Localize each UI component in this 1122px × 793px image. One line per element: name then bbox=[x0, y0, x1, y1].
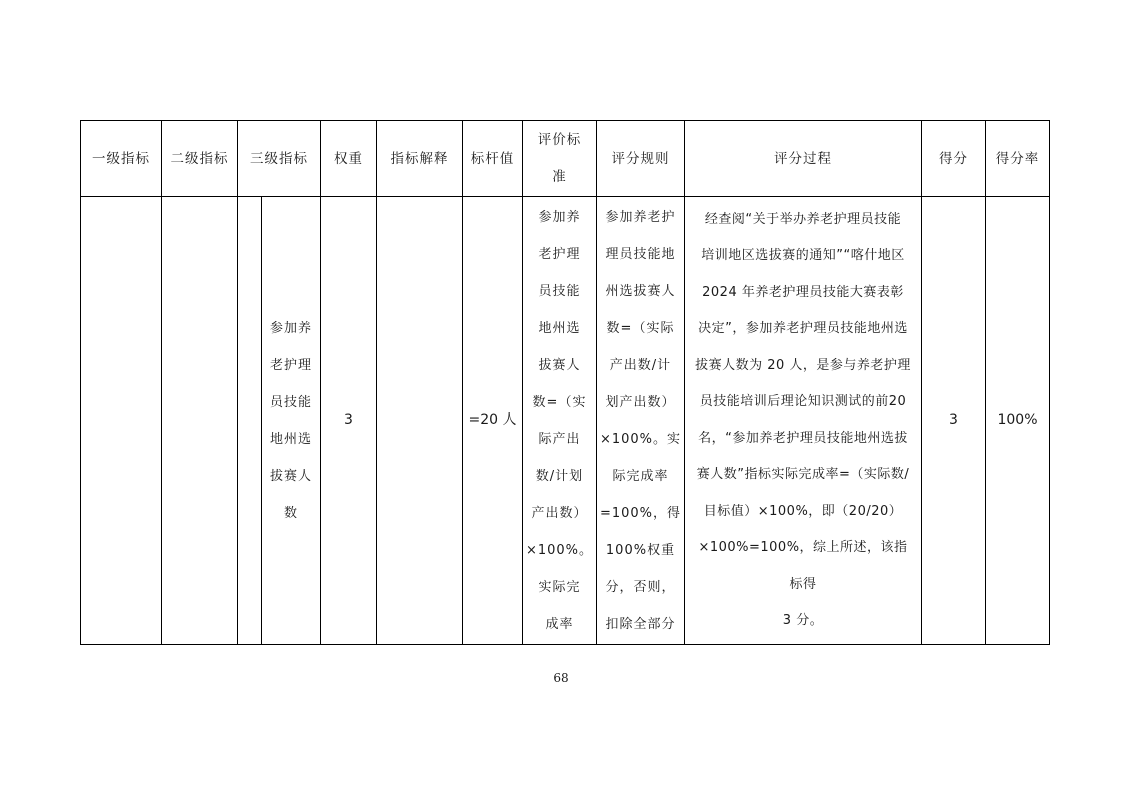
cell-process: 经查阅“关于举办养老护理员技能 培训地区选拔赛的通知”“喀什地区 2024 年养老护理员技能大赛表彰 决定”，参加养老护理员技能地州选 拔赛人数为 20 人，是参与养老护理 员技能培训后理论知识测试的前20 名，“参加养老护理员技能地州选拔 赛人数”指标实际完成率=（实际数/ 目标值）×100%，即（20/20） ×100%=100%，综上所述，该指标得 3 分。 bbox=[685, 197, 922, 645]
header-level3: 三级指标 bbox=[238, 121, 321, 197]
cell-score: 3 bbox=[922, 197, 986, 645]
cell-criteria: 参加养 老护理 员技能 地州选 拔赛人 数=（实 际产出 数/计划 产出数） ×100%。 实际完 成率 bbox=[523, 197, 597, 645]
page-number: 68 bbox=[553, 671, 569, 685]
header-benchmark: 标杆值 bbox=[463, 121, 523, 197]
cell-explanation bbox=[377, 197, 463, 645]
table-row bbox=[81, 197, 1050, 645]
header-score: 得分 bbox=[922, 121, 986, 197]
header-criteria: 评价标 准 bbox=[523, 121, 597, 197]
header-score-rate: 得分率 bbox=[986, 121, 1050, 197]
cell-level3: 参加养 老护理 员技能 地州选 拔赛人 数 bbox=[262, 197, 321, 645]
cell-level2 bbox=[162, 197, 238, 645]
header-level1: 一级指标 bbox=[81, 121, 162, 197]
cell-level3-spacer bbox=[238, 197, 262, 645]
header-level2: 二级指标 bbox=[162, 121, 238, 197]
header-process: 评分过程 bbox=[685, 121, 922, 197]
table-header-row bbox=[81, 121, 1050, 197]
evaluation-table bbox=[80, 120, 1050, 645]
header-rules: 评分规则 bbox=[597, 121, 685, 197]
cell-benchmark: =20 人 bbox=[463, 197, 523, 645]
header-explanation: 指标解释 bbox=[377, 121, 463, 197]
cell-rules: 参加养老护 理员技能地 州选拔赛人 数=（实际 产出数/计 划产出数） ×100%。实 际完成率 =100%，得 100%权重 分，否则， 扣除全部分 bbox=[597, 197, 685, 645]
header-weight: 权重 bbox=[321, 121, 377, 197]
cell-weight: 3 bbox=[321, 197, 377, 645]
cell-score-rate: 100% bbox=[986, 197, 1050, 645]
cell-level1 bbox=[81, 197, 162, 645]
